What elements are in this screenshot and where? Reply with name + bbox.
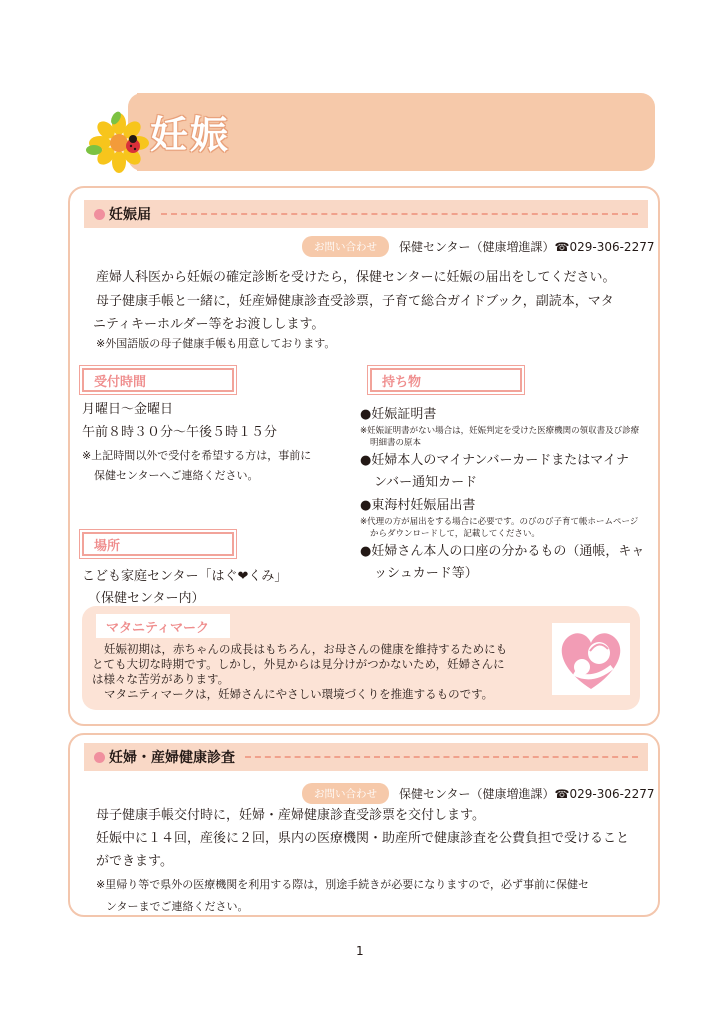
body-line-1: 産婦人科医から妊娠の確定診断を受けたら，保健センターに妊娠の届出をしてください。 <box>96 270 616 285</box>
bullet-dot-icon <box>94 209 105 220</box>
item-bank-2: ッシュカード等） <box>374 566 478 581</box>
bullet-dot-icon <box>94 752 105 763</box>
contact-text: 保健センター（健康増進課）☎029-306-2277 <box>399 240 655 254</box>
item3-note-1: ※代理の方が届出をする場合に必要です。のびのび子育て帳ホームページ <box>360 517 639 527</box>
contact-pill: お問い合わせ <box>302 783 389 804</box>
item1-note-1: ※妊娠証明書がない場合は，妊娠判定を受けた医療機関の領収書及び診療 <box>360 426 640 436</box>
maternity-mark-label: マタニティマーク <box>96 614 230 638</box>
reception-hours: 午前８時３０分～午後５時１５分 <box>82 425 278 440</box>
maternity-line-4: マタニティマークは，妊婦さんにやさしい環境づくりを推進するものです。 <box>104 687 494 701</box>
body-line-3: ニティキーホルダー等をお渡しします。 <box>93 317 325 332</box>
item1-note-2: 明細書の原本 <box>370 438 422 448</box>
place-sub: （保健センター内） <box>88 591 205 606</box>
item3-note-2: からダウンロードして，記載してください。 <box>370 529 540 539</box>
item-pregnancy-certificate: ●妊娠証明書 <box>360 407 437 422</box>
place-name: こども家庭センター「はぐ❤くみ」 <box>82 569 288 584</box>
contact-info <box>302 236 654 257</box>
dashed-divider <box>245 756 638 758</box>
section-heading: 妊娠届 <box>109 207 151 223</box>
section-heading-bar <box>84 743 648 771</box>
maternity-line-1: 妊娠初期は，赤ちゃんの成長はもちろん，お母さんの健康を維持するためにも <box>104 642 508 656</box>
page-number: 1 <box>356 944 364 958</box>
item-mynumber-1: ●妊婦本人のマイナンバーカードまたはマイナ <box>360 453 630 468</box>
maternity-line-3: は様々な苦労があります。 <box>92 672 230 686</box>
flower-ladybug-icon <box>86 110 152 176</box>
foreign-language-note: ※外国語版の母子健康手帳も用意しております。 <box>96 337 336 350</box>
reception-days: 月曜日～金曜日 <box>82 402 174 417</box>
place-label: 場所 <box>82 532 234 556</box>
section-heading: 妊婦・産婦健康診査 <box>109 750 235 766</box>
reception-hours-label: 受付時間 <box>82 368 234 392</box>
section-heading-bar <box>84 200 648 228</box>
contact-info <box>302 783 654 804</box>
checkup-line-3: ができます。 <box>96 854 173 869</box>
item-mynumber-2: ンバー通知カード <box>374 475 478 490</box>
items-label: 持ち物 <box>370 368 522 392</box>
reception-note-2: 保健センターへご連絡ください。 <box>94 469 259 482</box>
checkup-note-2: ンターまでご連絡ください。 <box>106 900 249 913</box>
checkup-note-1: ※里帰り等で県外の医療機関を利用する際は，別途手続きが必要になりますので，必ず事前に保健セ <box>96 878 589 891</box>
contact-pill: お問い合わせ <box>302 236 389 257</box>
checkup-line-1: 母子健康手帳交付時に，妊婦・産婦健康診査受診票を交付します。 <box>96 808 485 823</box>
body-line-2: 母子健康手帳と一緒に，妊産婦健康診査受診票，子育て総合ガイドブック，副読本，マタ <box>96 294 614 309</box>
item-bank-1: ●妊婦さん本人の口座の分かるもの（通帳，キャ <box>360 544 645 559</box>
maternity-mark-icon <box>552 623 630 695</box>
dashed-divider <box>161 213 638 215</box>
page-title: 妊娠 <box>150 113 231 157</box>
checkup-line-2: 妊娠中に１４回，産後に２回，県内の医療機関・助産所で健康診査を公費負担で受けること <box>96 831 630 846</box>
item-notification-form: ●東海村妊娠届出書 <box>360 498 476 513</box>
contact-text: 保健センター（健康増進課）☎029-306-2277 <box>399 787 655 801</box>
maternity-line-2: とても大切な時期です。しかし，外見からは見分けがつかないため，妊婦さんに <box>92 657 505 671</box>
reception-note-1: ※上記時間以外で受付を希望する方は，事前に <box>82 449 312 462</box>
